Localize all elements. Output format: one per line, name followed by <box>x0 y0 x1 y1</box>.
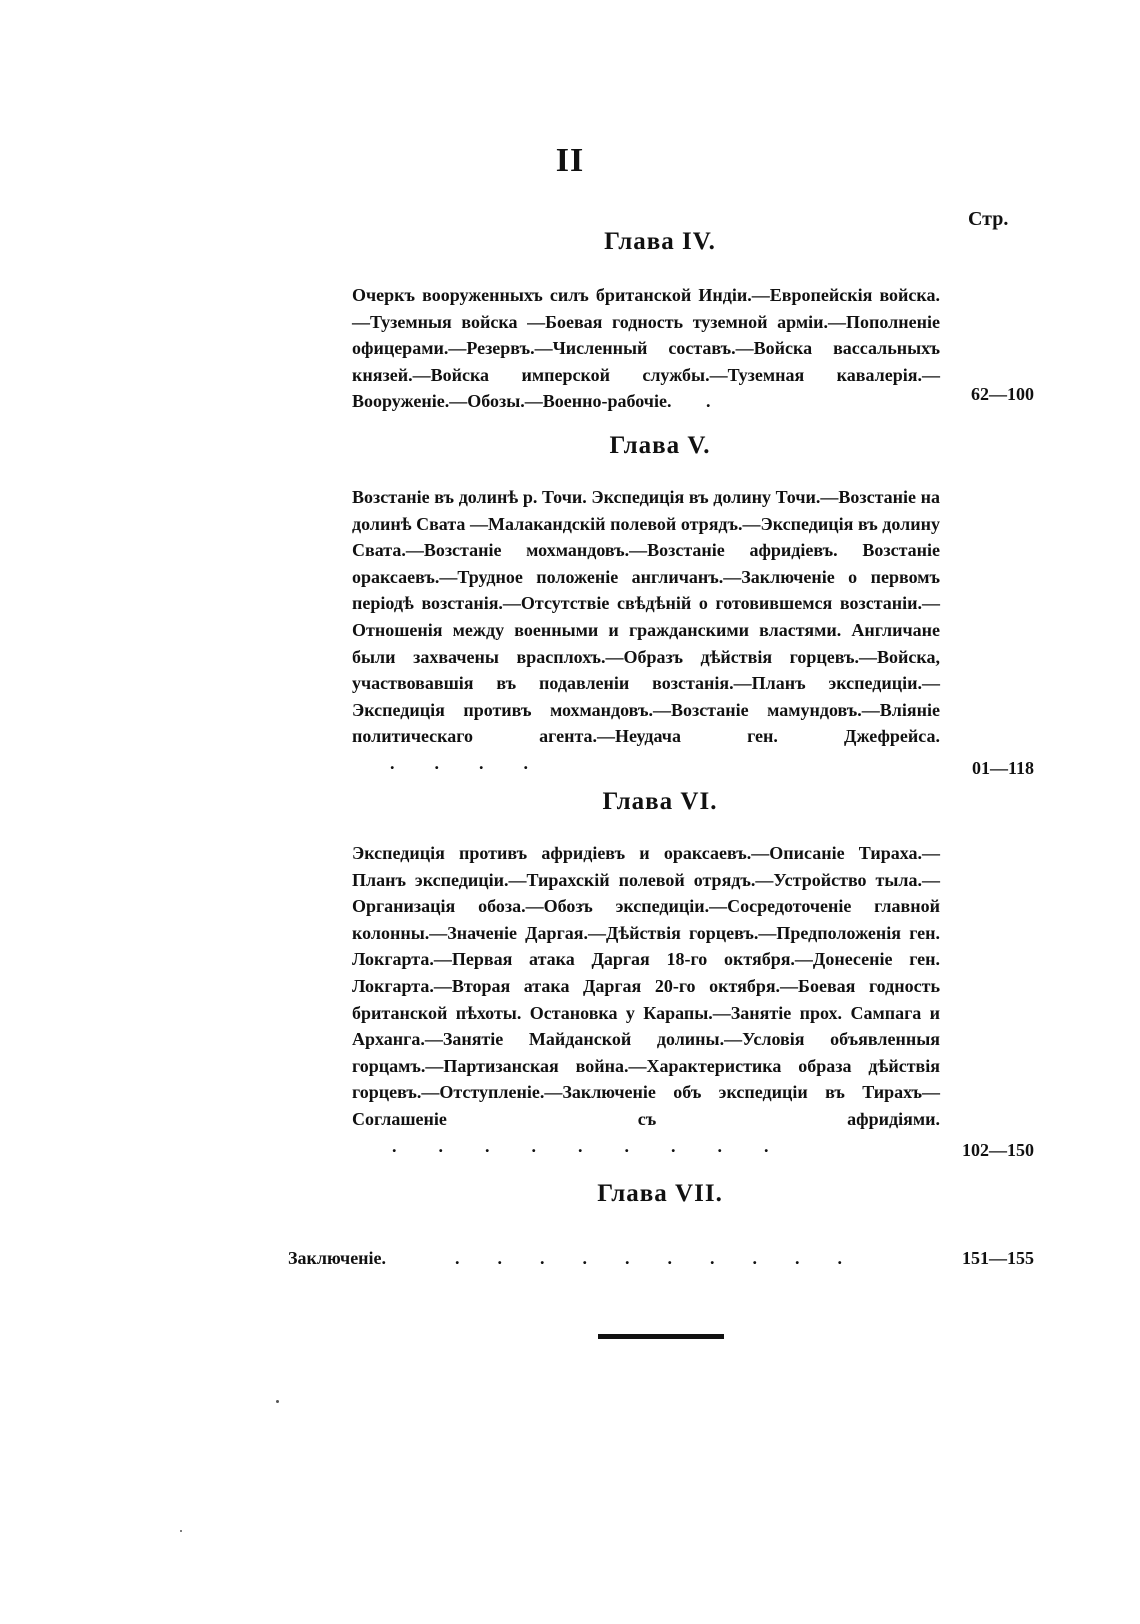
chapter-6-dots: ......... <box>392 1135 811 1156</box>
paper-speck <box>180 1530 182 1532</box>
chapter-5-contents <box>352 484 940 777</box>
chapter-7-pages: 151—155 <box>962 1248 1034 1268</box>
chapter-7-dots: .......... <box>455 1248 880 1268</box>
chapter-title-7: Глава VII. <box>597 1180 723 1207</box>
chapter-4-pages: 62—100 <box>971 384 1034 404</box>
closing-rule <box>598 1334 724 1339</box>
page-number: II <box>555 142 585 179</box>
chapter-5-text: Возстаніе въ долинѣ р. Точи. Экспедиція въ долину Точи.—Возстаніе на долинѣ Свата —Малакандскій полевой отрядъ.—Экспедиція въ долину Свата.—Возстаніе мохмандовъ.—Возстаніе афридіевъ. Возстаніе ораксаевъ.—Трудное положеніе англичанъ.—Заключеніе о первомъ періодѣ возстанія.—Отсутствіе свѣдѣній о готовившемся возстаніи.—Отношенія между военными и гражданскими властями. Англичане были захвачены врасплохъ.—Образъ дѣйствія горцевъ.—Войска, участвовавшія въ подавленіи возстанія.—Планъ экспедиціи.—Экспедиція противъ мохмандовъ.—Возстаніе мамундовъ.—Вліяніе политическаго агента.—Неудача ген. Джефрейса. <box>352 487 940 747</box>
chapter-6-contents <box>352 840 940 1159</box>
chapter-5-pages: 01—118 <box>971 758 1034 778</box>
page-column-label: Стр. <box>968 208 1009 230</box>
chapter-5-dots: .... <box>390 752 568 773</box>
chapter-title-5: Глава V. <box>609 432 711 459</box>
chapter-title-6: Глава VI. <box>602 788 718 815</box>
chapter-title-4: Глава IV. <box>604 228 716 255</box>
paper-speck <box>276 1400 279 1403</box>
chapter-4-dots: . <box>705 391 725 412</box>
chapter-4-text: Очеркъ вооруженныхъ силъ британской Индіи.—Европейскія войска.—Туземныя войска —Боевая годность туземной арміи.—Пополненіе офицерами.—Резервъ.—Численный составъ.—Войска вассальныхъ князей.—Войска имперской службы.—Туземная кавалерія.—Вооруженіе.—Обозы.—Военно-рабочіе. <box>352 285 940 412</box>
chapter-6-pages: 102—150 <box>962 1140 1034 1160</box>
chapter-6-text: Экспедиція противъ афридіевъ и ораксаевъ.—Описаніе Тираха.—Планъ экспедиціи.—Тирахскій полевой отрядъ.—Устройство тыла.—Организація обоза.—Обозъ экспедиціи.—Сосредоточеніе главной колонны.—Значеніе Даргая.—Дѣйствія горцевъ.—Предположенія ген. Локгарта.—Первая атака Даргая 18-го октября.—Донесеніе ген. Локгарта.—Вторая атака Даргая 20-го октября.—Боевая годность британской пѣхоты. Остановка у Карапы.—Занятіе прох. Сампага и Арханга.—Занятіе Майданской долины.—Условія объявленныя горцамъ.—Партизанская война.—Характеристика образа дѣйствія горцевъ.—Отступленіе.—Заключеніе объ экспедиціи въ Тирахъ—Соглашеніе съ афридіями. <box>352 843 940 1129</box>
chapter-4-contents <box>352 282 940 415</box>
chapter-7-text: Заключеніе. <box>288 1248 387 1268</box>
